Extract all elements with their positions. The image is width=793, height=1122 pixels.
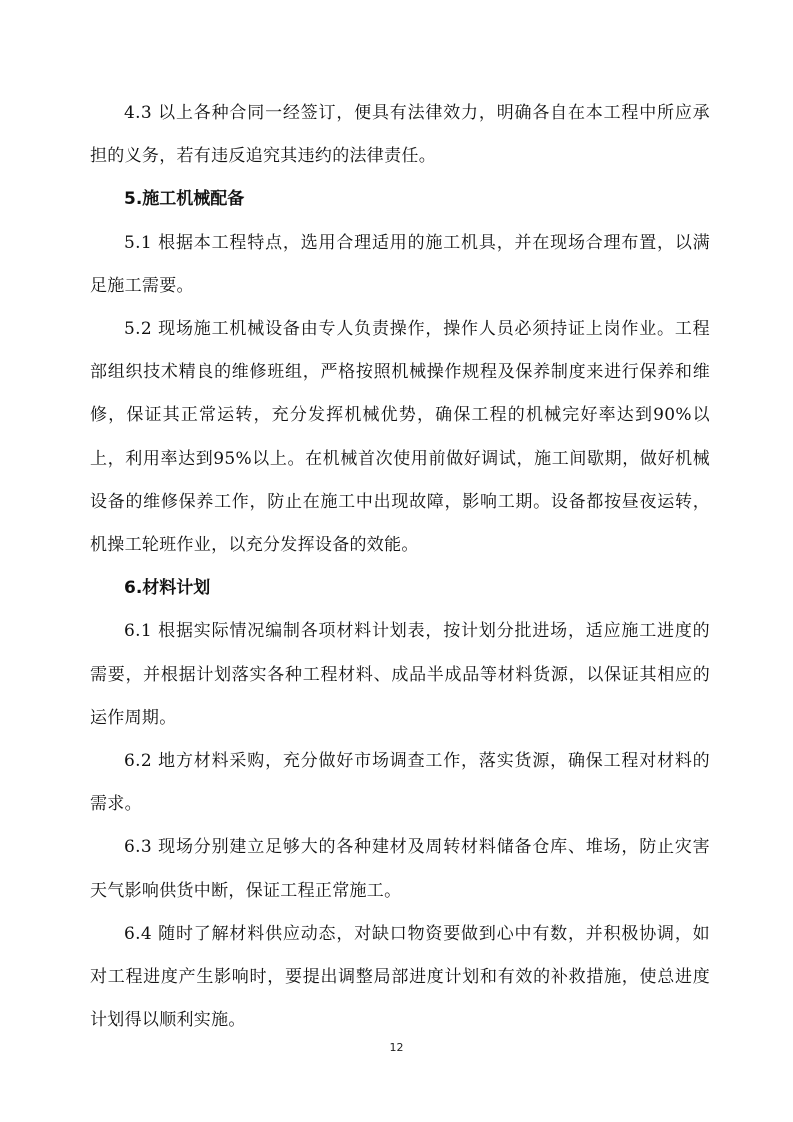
paragraph-6-2: 6.2 地方材料采购，充分做好市场调查工作，落实货源，确保工程对材料的需求。 bbox=[90, 751, 710, 815]
paragraph-6-4: 6.4 随时了解材料供应动态，对缺口物资要做到心中有数，并积极协调，如对工程进度产生影响时，要提出调整局部进度计划和有效的补救措施，使总进度计划得以顺利实施。 bbox=[90, 923, 710, 1031]
section-heading-6: 6.材料计划 bbox=[124, 578, 211, 599]
paragraph-6-1: 6.1 根据实际情况编制各项材料计划表，按计划分批进场，适应施工进度的需要，并根据计划落实各种工程材料、成品半成品等材料货源，以保证其相应的运作周期。 bbox=[90, 621, 710, 728]
paragraph-6-3: 6.3 现场分别建立足够大的各种建材及周转材料储备仓库、堆场，防止灾害天气影响供货中断，保证工程正常施工。 bbox=[90, 837, 710, 901]
paragraph-5-1: 5.1 根据本工程特点，选用合理适用的施工机具，并在现场合理布置，以满足施工需要。 bbox=[90, 232, 710, 296]
page-content bbox=[90, 92, 710, 1042]
section-heading-5: 5.施工机械配备 bbox=[124, 189, 245, 210]
page-number: 12 bbox=[389, 1041, 404, 1054]
paragraph-5-2: 5.2 现场施工机械设备由专人负责操作，操作人员必须持证上岗作业。工程部组织技术精良的维修班组，严格按照机械操作规程及保养制度来进行保养和维修，保证其正常运转，充分发挥机械优势，确保工程的机械完好率达到90%以上，利用率达到95%以上。在机械首次使用前做好调试，施工间歇期，做好机械设备的维修保养工作，防止在施工中出现故障，影响工期。设备都按昼夜运转，机操工轮班作业，以充分发挥设备的效能。 bbox=[90, 319, 710, 556]
paragraph-4-3: 4.3 以上各种合同一经签订，便具有法律效力，明确各自在本工程中所应承担的义务，若有违反追究其违约的法律责任。 bbox=[90, 103, 710, 167]
